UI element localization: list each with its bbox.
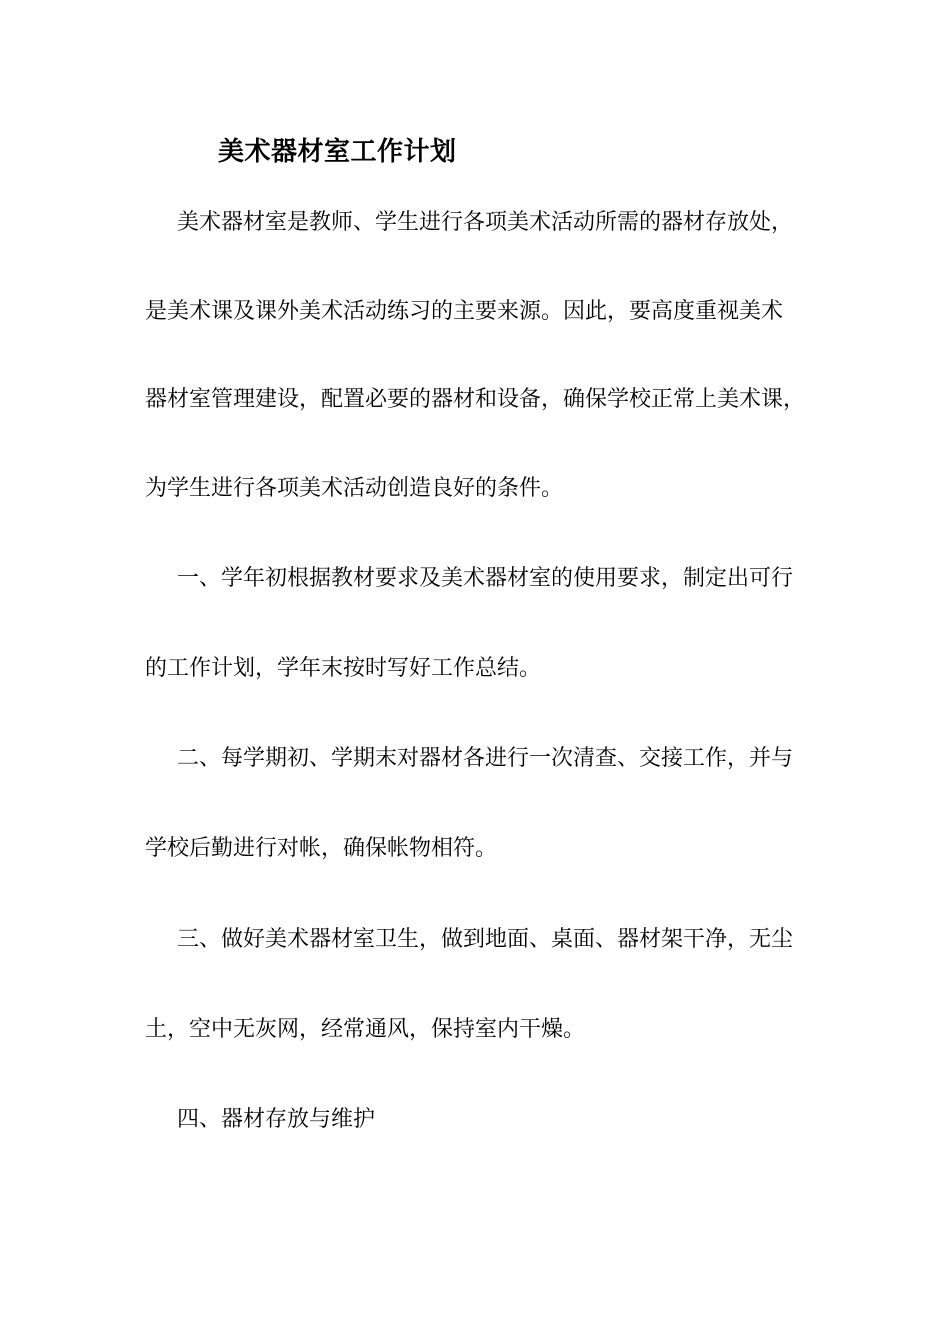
item-4-heading: 四、器材存放与维护 bbox=[177, 1107, 376, 1132]
paragraph-intro-line-3: 器材室管理建设，配置必要的器材和设备，确保学校正常上美术课， bbox=[145, 387, 806, 412]
item-1-line-2: 的工作计划，学年末按时写好工作总结。 bbox=[145, 656, 542, 681]
document-title: 美术器材室工作计划 bbox=[218, 137, 457, 167]
item-1-line-1: 一、学年初根据教材要求及美术器材室的使用要求，制定出可行 bbox=[177, 566, 794, 591]
item-3-line-2: 土，空中无灰网，经常通风，保持室内干燥。 bbox=[145, 1017, 586, 1042]
item-2-line-2: 学校后勤进行对帐，确保帐物相符。 bbox=[145, 836, 498, 861]
paragraph-intro-line-2: 是美术课及课外美术活动练习的主要来源。因此，要高度重视美术 bbox=[145, 299, 784, 324]
paragraph-intro-line-1: 美术器材室是教师、学生进行各项美术活动所需的器材存放处， bbox=[177, 210, 794, 235]
item-2-line-1: 二、每学期初、学期末对器材各进行一次清查、交接工作，并与 bbox=[177, 746, 794, 771]
paragraph-intro-line-4: 为学生进行各项美术活动创造良好的条件。 bbox=[145, 476, 564, 501]
item-3-line-1: 三、做好美术器材室卫生，做到地面、桌面、器材架干净，无尘 bbox=[177, 927, 794, 952]
